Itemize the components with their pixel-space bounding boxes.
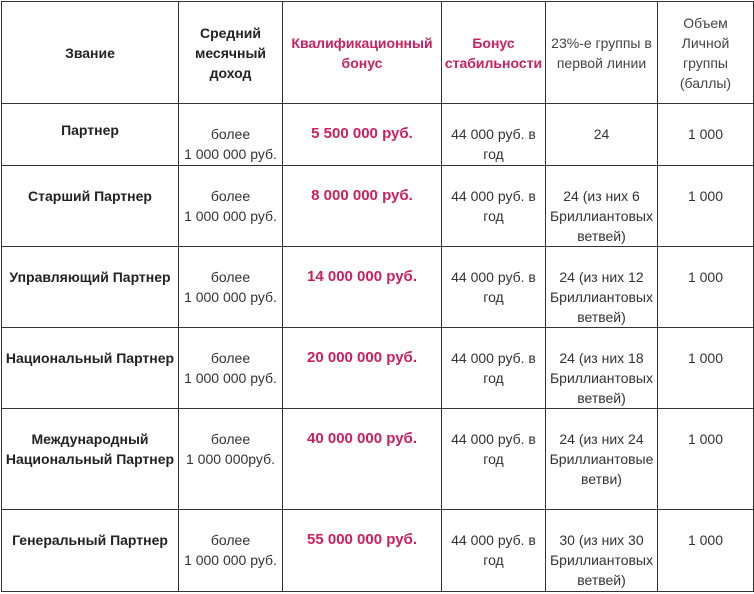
- header-volume: Объем Личной группы (баллы): [658, 2, 754, 104]
- stability-cell: 44 000 руб. в год: [442, 409, 546, 510]
- income-amount: 1 000 000руб.: [186, 451, 275, 467]
- income-prefix: более: [210, 431, 251, 447]
- rank-cell: Партнер: [2, 104, 179, 166]
- income-amount: 1 000 000 руб.: [184, 208, 277, 224]
- income-cell: [179, 409, 283, 510]
- header-qual-bonus: Квалификационный бонус: [283, 2, 442, 104]
- table-row: [2, 510, 754, 592]
- table-row: [2, 328, 754, 409]
- stability-cell: 44 000 руб. в год: [442, 247, 546, 328]
- qual-bonus-cell: 5 500 000 руб.: [283, 104, 442, 166]
- header-groups: 23%-е группы в первой линии: [546, 2, 658, 104]
- volume-cell: 1 000: [658, 328, 754, 409]
- volume-cell: 1 000: [658, 104, 754, 166]
- table-header-row: [2, 2, 754, 104]
- header-rank: Звание: [2, 2, 179, 104]
- rank-cell: Генеральный Партнер: [2, 510, 179, 592]
- income-prefix: более: [210, 532, 251, 548]
- table-row: [2, 104, 754, 166]
- income-prefix: более: [210, 126, 251, 142]
- income-amount: 1 000 000 руб.: [184, 146, 277, 162]
- header-income: Средний месячный доход: [179, 2, 283, 104]
- rank-cell: Управляющий Партнер: [2, 247, 179, 328]
- groups-cell: 24 (из них 24 Бриллиантовые ветви): [546, 409, 658, 510]
- income-prefix: более: [210, 188, 251, 204]
- volume-cell: 1 000: [658, 247, 754, 328]
- rank-cell: Старший Партнер: [2, 166, 179, 247]
- qual-bonus-cell: 40 000 000 руб.: [283, 409, 442, 510]
- volume-cell: 1 000: [658, 510, 754, 592]
- volume-cell: 1 000: [658, 409, 754, 510]
- qual-bonus-cell: 55 000 000 руб.: [283, 510, 442, 592]
- income-cell: [179, 166, 283, 247]
- rank-cell: Международный Национальный Партнер: [2, 409, 179, 510]
- volume-cell: 1 000: [658, 166, 754, 247]
- income-cell: [179, 328, 283, 409]
- qual-bonus-cell: 14 000 000 руб.: [283, 247, 442, 328]
- groups-cell: 30 (из них 30 Бриллиантовых ветвей): [546, 510, 658, 592]
- income-amount: 1 000 000 руб.: [184, 289, 277, 305]
- income-cell: [179, 510, 283, 592]
- stability-cell: 44 000 руб. в год: [442, 104, 546, 166]
- partner-ranks-table: [1, 1, 754, 592]
- table-row: [2, 247, 754, 328]
- groups-cell: 24 (из них 12 Бриллиантовых ветвей): [546, 247, 658, 328]
- groups-cell: 24 (из них 6 Бриллиантовых ветвей): [546, 166, 658, 247]
- income-amount: 1 000 000 руб.: [184, 370, 277, 386]
- groups-cell: 24 (из них 18 Бриллиантовых ветвей): [546, 328, 658, 409]
- table-row: [2, 166, 754, 247]
- table-row: [2, 409, 754, 510]
- qual-bonus-cell: 8 000 000 руб.: [283, 166, 442, 247]
- header-stability-bonus: Бонус стабильности: [442, 2, 546, 104]
- rank-cell: Национальный Партнер: [2, 328, 179, 409]
- income-prefix: более: [210, 350, 251, 366]
- stability-cell: 44 000 руб. в год: [442, 328, 546, 409]
- income-cell: [179, 247, 283, 328]
- income-cell: [179, 104, 283, 166]
- groups-cell: 24: [546, 104, 658, 166]
- income-amount: 1 000 000 руб.: [184, 552, 277, 568]
- income-prefix: более: [210, 269, 251, 285]
- stability-cell: 44 000 руб. в год: [442, 166, 546, 247]
- qual-bonus-cell: 20 000 000 руб.: [283, 328, 442, 409]
- stability-cell: 44 000 руб. в год: [442, 510, 546, 592]
